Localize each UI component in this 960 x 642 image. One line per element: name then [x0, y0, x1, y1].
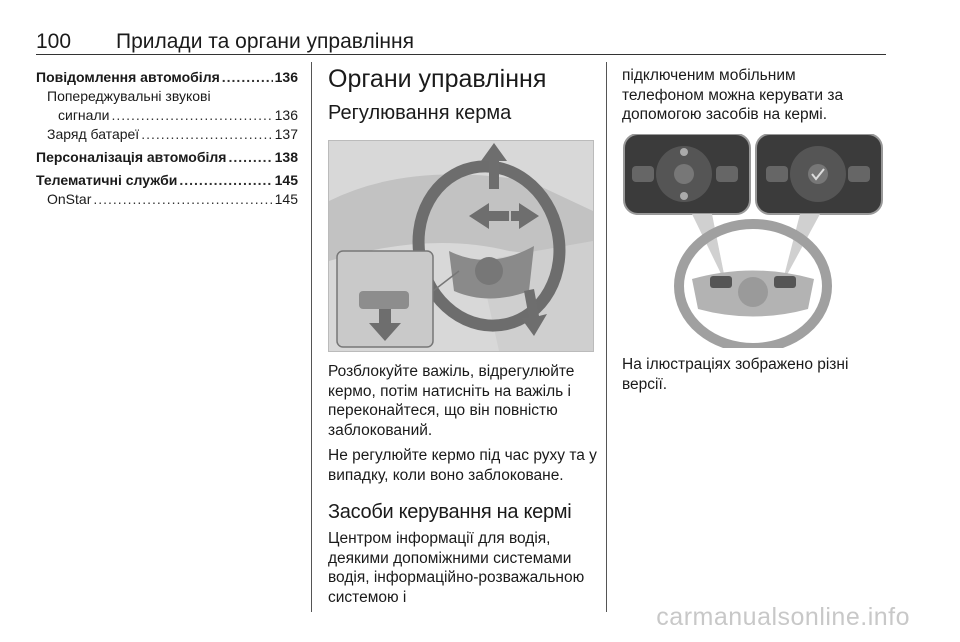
toc-label: сигнали	[58, 107, 110, 123]
section-heading: Органи управління	[328, 65, 547, 93]
toc-entry[interactable]	[36, 87, 298, 106]
toc-entry[interactable]	[36, 106, 298, 125]
toc-entry[interactable]	[36, 125, 298, 144]
paragraph: Не регулюйте кермо під час руху та у випадку, коли воно заблоковане.	[328, 447, 597, 484]
toc-entry[interactable]	[36, 190, 298, 209]
paragraph: Розблокуйте важіль, відрегулюйте кермо, потім натисніть на важіль і переконайтеся, що він повністю заблокований.	[328, 363, 575, 439]
header-divider	[36, 54, 886, 55]
toc-page: 136	[274, 107, 298, 123]
paragraph: підключеним мобільним телефоном можна керувати за допомогою засобів на кермі.	[622, 67, 844, 123]
toc-page: 145	[274, 191, 298, 207]
toc-label: Персоналізація автомобіля	[36, 149, 227, 165]
toc-page: 138	[274, 149, 298, 165]
page-header	[36, 30, 886, 54]
toc-entry[interactable]	[36, 68, 298, 87]
continued-text	[622, 66, 872, 125]
toc-label: OnStar	[47, 191, 92, 207]
column-divider	[311, 62, 312, 612]
paragraph: Центром інформації для водія, деякими допоміжними системами водія, інформаційно-розважальною системою і	[328, 530, 585, 606]
toc-entry[interactable]	[36, 148, 298, 167]
section-body	[328, 362, 598, 607]
steering-adjustment-illustration	[328, 140, 594, 352]
toc-label: Телематичні служби	[36, 172, 178, 188]
subsection-heading: Засоби керування на кермі	[328, 501, 572, 523]
note	[622, 355, 872, 394]
toc-label: Заряд батареї	[47, 126, 140, 142]
toc-page: 145	[274, 172, 298, 188]
section-column	[328, 64, 594, 126]
toc-page: 136	[274, 69, 298, 85]
page-title: Прилади та органи управління	[116, 30, 414, 53]
toc-label: Попереджувальні звукові	[47, 88, 211, 104]
toc-entry[interactable]	[36, 171, 298, 190]
steering-controls-illustration	[622, 134, 884, 348]
subsection-heading: Регулювання керма	[328, 102, 512, 124]
watermark-text: carmanualsonline.info	[656, 603, 910, 631]
paragraph: На ілюстраціях зображено різні версії.	[622, 356, 849, 393]
toc-page: 137	[274, 126, 298, 142]
page-number: 100	[36, 30, 72, 53]
toc-label: Повідомлення автомобіля	[36, 69, 220, 85]
column-divider	[606, 62, 607, 612]
table-of-contents	[36, 68, 298, 209]
